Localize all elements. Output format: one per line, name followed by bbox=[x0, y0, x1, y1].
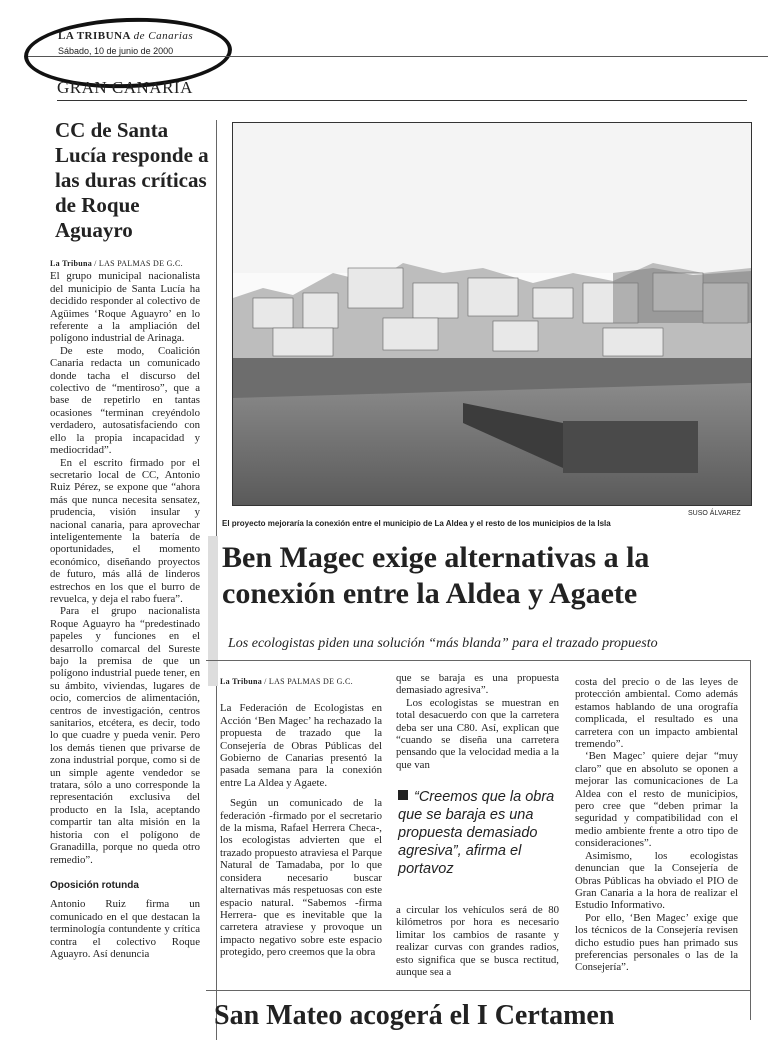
left-byline-place: / LAS PALMAS DE G.C. bbox=[94, 259, 183, 268]
right-border bbox=[750, 660, 751, 1020]
main-paragraph: ‘Ben Magec’ quiere dejar “muy claro” que en absoluto se oponen a mejorar las comunicaciones de La Aldea con el resto de municipios, pero cree que “deben primar la seguridad y compatibilidad con el medio ambiente frente a otro tipo de consideraciones”. bbox=[575, 750, 738, 850]
pull-quote bbox=[398, 788, 558, 878]
left-byline bbox=[50, 258, 200, 270]
top-rule bbox=[28, 56, 768, 57]
photo-caption: El proyecto mejoraría la conexión entre el municipio de La Aldea y el resto de los municipios de la Isla bbox=[222, 519, 611, 528]
left-paragraph: Antonio Ruiz firma un comunicado en el que destacan la terminología contundente y crítica contra el colectivo Roque Aguayro. Así denuncia bbox=[50, 898, 200, 960]
left-paragraph: En el escrito firmado por el secretario local de CC, Antonio Ruiz Pérez, se expone que “ahora más que nunca necesita sensatez, prudencia, visión insular y nacional canaria, para aprovechar inteligentemente la batería de oportunidades, el momento económico, diseñando proyectos de futuro, más allá de linderos estrechos en los que el burro de revuelca, y deja el rabo fuera”. bbox=[50, 456, 200, 605]
deck-rule bbox=[206, 660, 751, 661]
main-paragraph: La Federación de Ecologistas en Acción ‘Ben Magec’ ha rechazado la propuesta de trazado que la Consejería de Obras Públicas del Gobierno de Canarias presentó la pasada semana para la conexión entre La Aldea y Agaete. bbox=[220, 702, 382, 789]
main-paragraph: Según un comunicado de la federación -firmado por el secretario de la misma, Rafael Herrera Checa-, los ecologistas advierten que el trazado propuesto atraviesa el Parque Natural de Tamadaba, por lo que considera necesario buscar alternativas más respetuosas con este espacio natural. “Sabemos -firma Herrera- que es inevitable que la carretera atraviese y provoque un impacto negativo sobre este espacio protegido, pero creemos que la obra bbox=[220, 797, 382, 959]
main-byline-source: La Tribuna bbox=[220, 677, 263, 686]
main-paragraph: costa del precio o de las leyes de protección ambiental. Como además estamos hablando de una orografía complicada, el resultado es una carretera con un impacto ambiental tremendo”. bbox=[575, 676, 738, 751]
main-paragraph: que se baraja es una propuesta demasiado agresiva”. bbox=[396, 672, 559, 697]
section-rule bbox=[57, 100, 747, 101]
main-headline: Ben Magec exige alternativas a la conexión entre la Aldea y Agaete bbox=[222, 541, 650, 610]
main-byline bbox=[220, 676, 382, 688]
pull-quote-text: “Creemos que la obra que se baraja es una propuesta demasiado agresiva”, afirma el portavoz bbox=[398, 789, 555, 877]
left-article-body bbox=[50, 258, 200, 960]
main-paragraph: Asimismo, los ecologistas denuncian que la Consejería de Obras Públicas ha obviado el PIO de Gran Canaria a la hora de realizar el Estudio Informativo. bbox=[575, 849, 738, 912]
main-paragraph: Por ello, ‘Ben Magec’ exige que los técnicos de la Consejería revisen dicho estudio pues han primado sus preferencias personales o las de la Consejería”. bbox=[575, 911, 738, 974]
left-article-headline: CC de Santa Lucía responde a las duras críticas de Roque Aguayro bbox=[55, 118, 209, 242]
pull-quote-bullet bbox=[398, 790, 408, 800]
masthead bbox=[58, 30, 193, 42]
photo-illustration bbox=[233, 123, 751, 505]
main-paragraph: a circular los vehículos será de 80 kilómetros por hora es necesario limitar los cambios de rasante y realizar curvas con grandes radios, esto significa que se busca rectitud, aunque sea a bbox=[396, 904, 559, 979]
grey-band bbox=[208, 536, 218, 686]
main-col-2-bottom bbox=[396, 904, 559, 978]
main-deck: Los ecologistas piden una solución “más blanda” para el trazado propuesto bbox=[228, 636, 658, 651]
left-byline-source: La Tribuna bbox=[50, 259, 93, 268]
main-byline-place: / LAS PALMAS DE G.C. bbox=[264, 677, 353, 686]
main-col-2-top bbox=[396, 672, 559, 771]
masthead-suffix: de Canarias bbox=[133, 30, 194, 42]
bottom-rule bbox=[206, 990, 751, 991]
masthead-date: Sábado, 10 de junio de 2000 bbox=[58, 46, 174, 56]
main-col-1 bbox=[220, 676, 382, 959]
left-subhead: Oposición rotunda bbox=[50, 879, 139, 891]
bottom-headline: San Mateo acogerá el I Certamen bbox=[214, 1000, 615, 1031]
left-paragraph: El grupo municipal nacionalista del municipio de Santa Lucía ha decidido responder al colectivo de Agüimes ‘Roque Aguayro’ en lo referente a la ampliación del polígono industrial de Arinaga. bbox=[50, 270, 200, 345]
masthead-paper: LA TRIBUNA bbox=[58, 30, 131, 42]
harbor-town-photo bbox=[232, 122, 752, 506]
photo-credit: SUSO ÁLVAREZ bbox=[688, 510, 741, 517]
left-paragraph: De este modo, Coalición Canaria redacta un comunicado donde tacha el discurso del colectivo de “mentiroso”, que a base de repetirlo en tantas ocasiones “terminan creyéndolo verdadero, autosatisfaciendo con ello la propia incapacidad y mediocridad”. bbox=[50, 344, 200, 457]
section-title: GRAN CANARIA bbox=[57, 78, 193, 97]
main-paragraph: Los ecologistas se muestran en total desacuerdo con que la carretera deba ser una C80. Así, explican que “cuando se diseña una carretera pensando que la velocidad media a la que van bbox=[396, 696, 559, 771]
left-paragraph: Para el grupo nacionalista Roque Aguayro ha “predestinado papeles y funciones en el desarrollo comarcal del Sureste bajo la premisa de que un polígono industrial puede tener, en su ámbito, viviendas, lugares de ocio, comercios de alimentación, centros de investigación, centros sanitarios, etcétera, es decir, todo lo que cuadre y pueda venir. Pero los demás tienen que privarse de zona industrial porque, como si de un simple agente vendedor se tratara, sólo a uno corresponde la representación exclusiva del producto en la Isla, aceptando compartir tan alta misión en la historia con el polígono de Granadilla, porque no queda otro remedio”. bbox=[50, 605, 200, 866]
main-col-3 bbox=[575, 676, 738, 974]
